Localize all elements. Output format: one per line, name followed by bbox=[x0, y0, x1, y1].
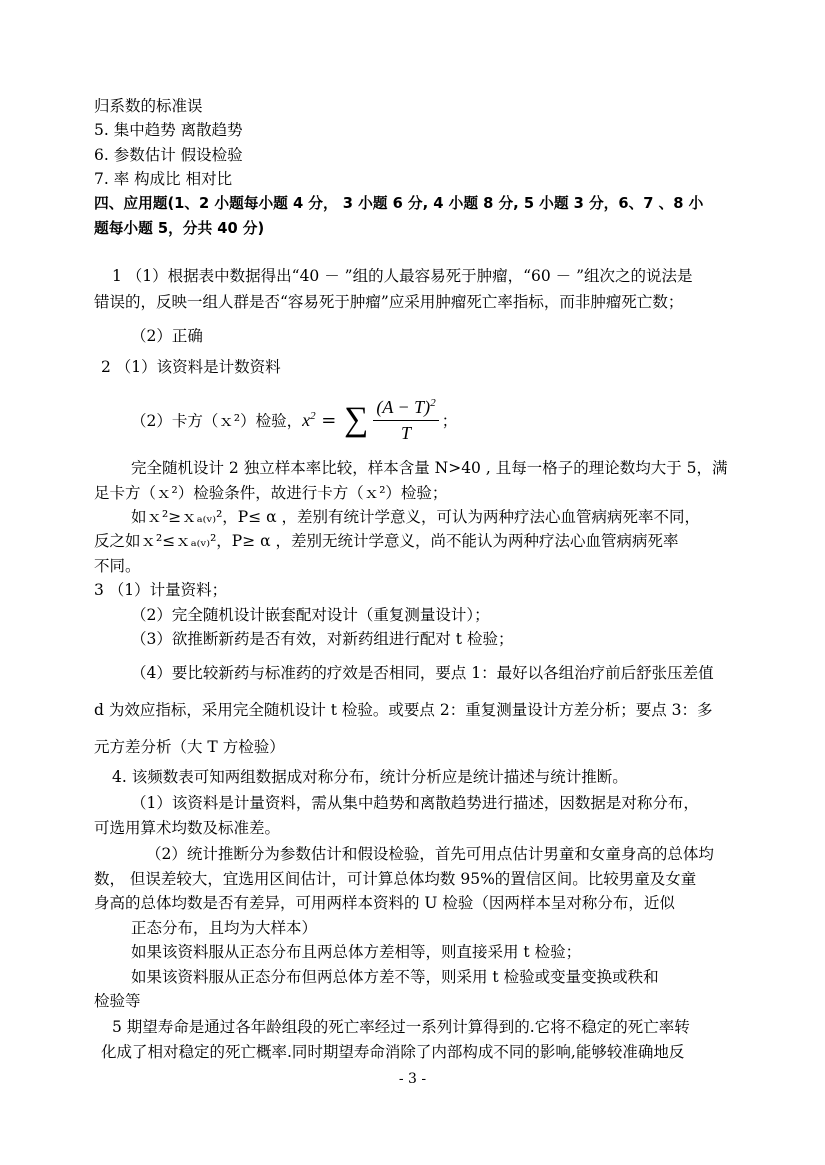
list-item: 6. 参数估计 假设检验 bbox=[94, 146, 243, 164]
paragraph-line: 检验等 bbox=[94, 992, 141, 1010]
list-item: 5. 集中趋势 离散趋势 bbox=[94, 121, 243, 139]
paragraph-line: 3 （1）计量资料； bbox=[94, 581, 228, 599]
page-number: - 3 - bbox=[398, 1071, 427, 1087]
paragraph-line: 错误的，反映一组人群是否“容易死于肿瘤”应采用肿瘤死亡率指标，而非肿瘤死亡数； bbox=[94, 293, 684, 311]
formula-denominator: T bbox=[401, 422, 412, 443]
formula-lhs: $x^2$ bbox=[302, 409, 316, 430]
paragraph-line: 如ｘ²≥ｘₐ₍ᵥ₎²，P≤ α ，差别有统计学意义，可认为两种疗法心血管病病死率不同， bbox=[131, 508, 701, 526]
paragraph-line: （2）完全随机设计嵌套配对设计（重复测量设计）； bbox=[131, 606, 490, 624]
paragraph-line: （1）该资料是计量资料，需从集中趋势和离散趋势进行描述，因数据是对称分布， bbox=[131, 794, 699, 812]
paragraph-line: 如果该资料服从正态分布且两总体方差相等，则直接采用 t 检验； bbox=[131, 943, 582, 961]
paragraph-line: 5 期望寿命是通过各年龄组段的死亡率经过一系列计算得到的.它将不稳定的死亡率转 bbox=[112, 1018, 690, 1036]
paragraph-line: 正态分布，且均为大样本） bbox=[131, 919, 318, 937]
paragraph-line: 如果该资料服从正态分布但两总体方差不等，则采用 t 检验或变量变换或秩和 bbox=[131, 968, 659, 986]
paragraph-line: 身高的总体均数是否有差异，可用两样本资料的 U 检验（因两样本呈对称分布，近似 bbox=[94, 894, 675, 912]
paragraph-line: 足卡方（ｘ²）检验条件，故进行卡方（ｘ²）检验； bbox=[94, 484, 448, 502]
paragraph-line: （4）要比较新药与标准药的疗效是否相同，要点 1：最好以各组治疗前后舒张压差值 bbox=[131, 664, 714, 682]
formula-prefix: （2）卡方（ｘ²）检验， bbox=[131, 412, 303, 430]
paragraph-line: （2）统计推断分为参数估计和假设检验，首先可用点估计男童和女童身高的总体均 bbox=[146, 845, 714, 863]
paragraph-line: 不同。 bbox=[94, 557, 141, 575]
paragraph-line: 元方差分析（大 T 方检验） bbox=[94, 738, 285, 756]
paragraph-line: d 为效应指标，采用完全随机设计 t 检验。或要点 2：重复测量设计方差分析；要点 3：多 bbox=[94, 701, 713, 719]
chi-square-formula bbox=[131, 394, 457, 446]
section-heading: 题每小题 5，分共 40 分) bbox=[94, 220, 265, 237]
paragraph-line: 完全随机设计 2 独立样本率比较，样本含量 N>40 , 且每一格子的理论数均大于 5，满 bbox=[131, 459, 728, 477]
list-item: 7. 率 构成比 相对比 bbox=[94, 170, 233, 188]
paragraph-line: 可选用算术均数及标准差。 bbox=[94, 819, 281, 837]
paragraph-line: （2）正确 bbox=[131, 327, 203, 345]
sigma-symbol: ∑ bbox=[344, 401, 369, 438]
formula-numerator: $(A - T)^2$ bbox=[373, 397, 438, 421]
paragraph-line: （3）欲推断新药是否有效，对新药组进行配对 t 检验； bbox=[131, 630, 514, 648]
paragraph-line: 数， 但误差较大，宜选用区间估计，可计算总体均数 95%的置信区间。比较男童及女童 bbox=[94, 870, 697, 888]
paragraph-line: 化成了相对稳定的死亡概率.同时期望寿命消除了内部构成不同的影响,能够较准确地反 bbox=[101, 1043, 685, 1061]
section-heading: 四、应用题(1、2 小题每小题 4 分， 3 小题 6 分, 4 小题 8 分, 5 小题 3 分，6、7 、8 小 bbox=[94, 195, 704, 212]
paragraph-line: 1 （1）根据表中数据得出“40 － ”组的人最容易死于肿瘤，“60 － ”组次之的说法是 bbox=[112, 267, 693, 285]
text-line: 归系数的标准误 bbox=[94, 97, 203, 115]
paragraph-line: 反之如ｘ²≤ｘₐ₍ᵥ₎²，P≥ α ，差别无统计学意义，尚不能认为两种疗法心血管病病死率 bbox=[94, 532, 679, 550]
formula-equals: = bbox=[315, 409, 343, 431]
formula-suffix: ； bbox=[441, 412, 458, 430]
paragraph-line: 2 （1）该资料是计数资料 bbox=[101, 358, 281, 376]
formula-fraction bbox=[373, 397, 438, 444]
paragraph-line: 4. 该频数表可知两组数据成对称分布，统计分析应是统计描述与统计推断。 bbox=[112, 768, 628, 786]
